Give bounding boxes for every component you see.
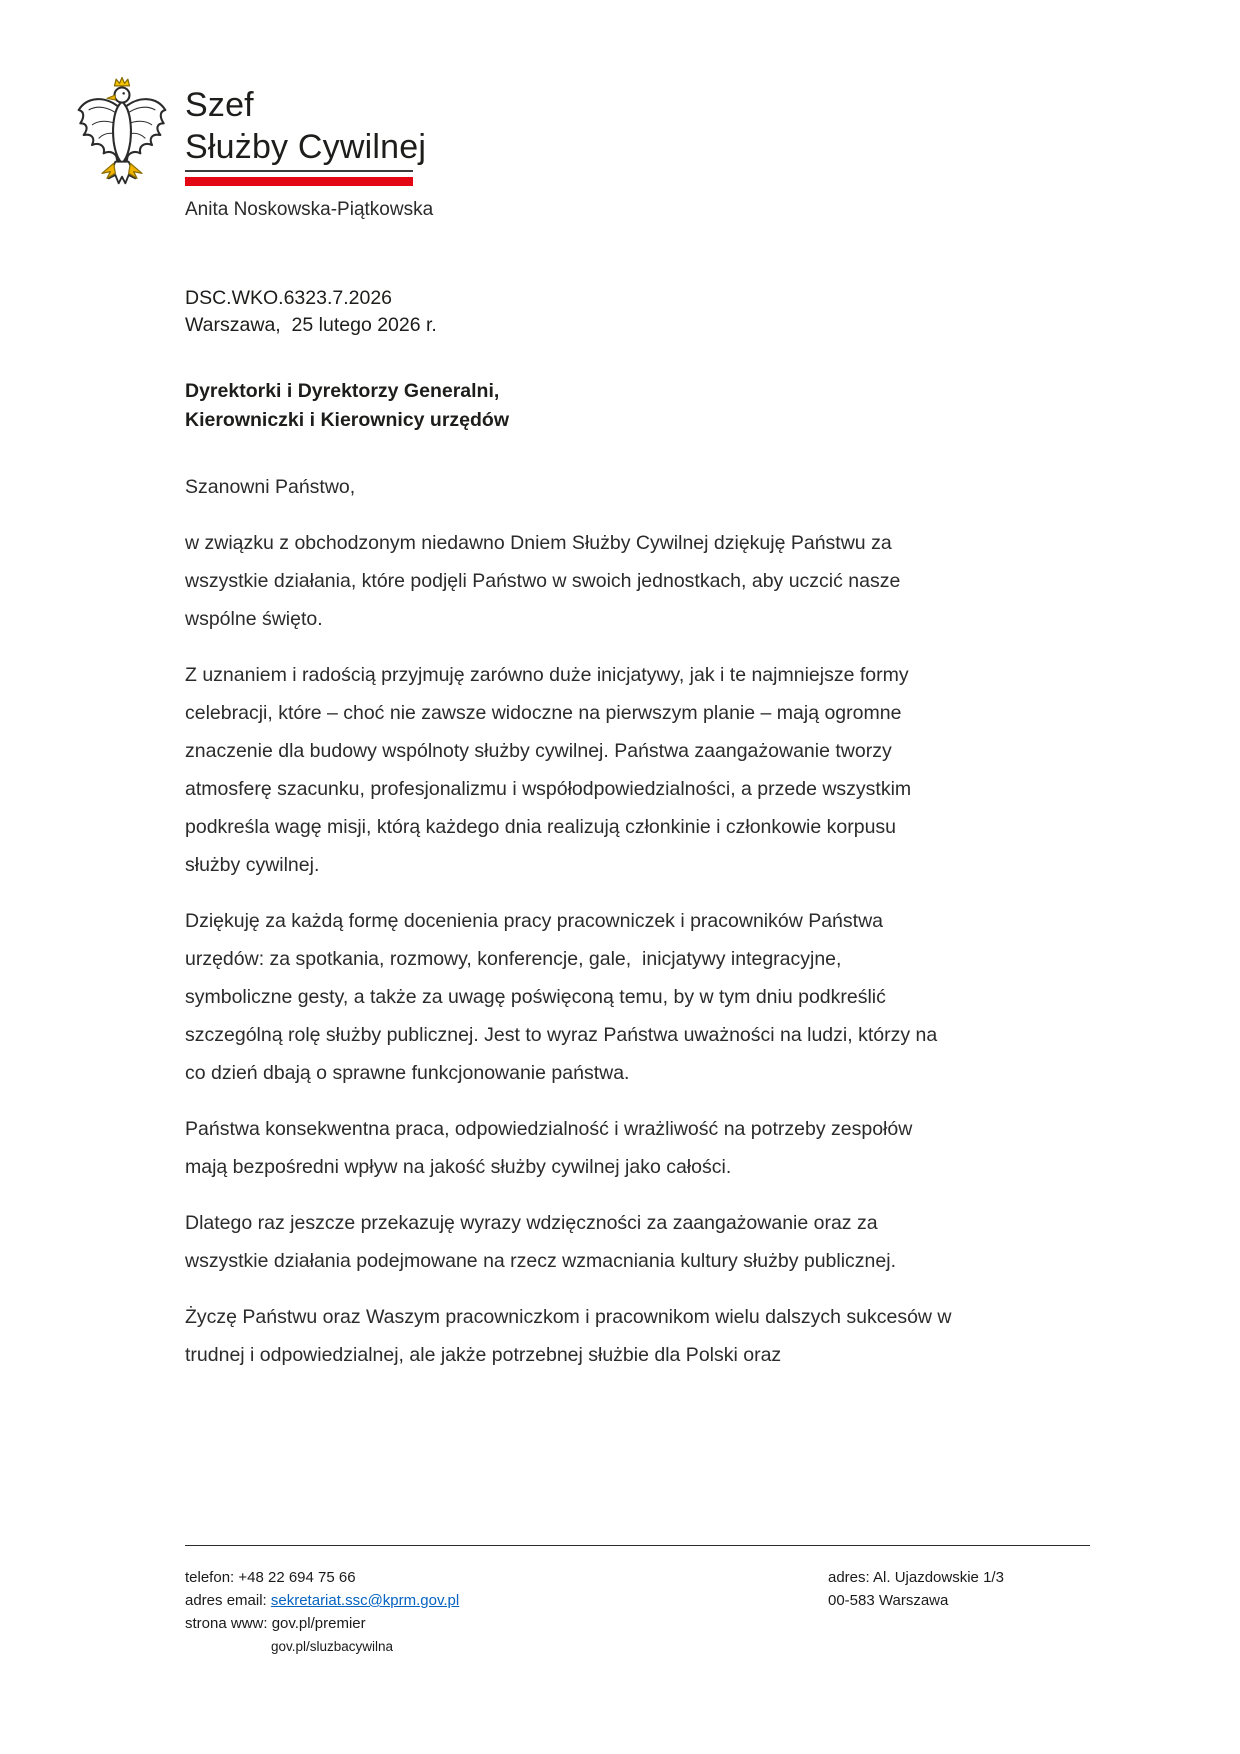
- polish-eagle-emblem: [72, 76, 172, 194]
- letter-body: [185, 468, 957, 1392]
- office-title: [185, 84, 426, 168]
- paragraph-5: Dlatego raz jeszcze przekazuję wyrazy wdzięczności za zaangażowanie oraz za wszystkie działania podejmowane na rzecz wzmacniania kultury służby publicznej.: [185, 1212, 896, 1272]
- paragraph-3: Dziękuję za każdą formę docenienia pracy pracowniczek i pracowników Państwa urzędów: za spotkania, rozmowy, konferencje, gale, inicjatywy integracyjne, symboliczne gesty, a także za uwagę poświęconą temu, by w tym dniu podkreślić szczególną rolę służby publicznej. Jest to wyraz Państwa uważności na ludzi, którzy na co dzień dbają o sprawne funkcjonowanie państwa.: [185, 910, 943, 1084]
- recipients-block: [185, 377, 509, 435]
- polish-flag-bar: [185, 170, 413, 186]
- signatory-name: Anita Noskowska-Piątkowska: [185, 199, 434, 220]
- footer-www: strona www: gov.pl/premier: [185, 1615, 366, 1632]
- paragraph-6: Życzę Państwu oraz Waszym pracowniczkom i pracownikom wielu dalszych sukcesów w trudnej i odpowiedzialnej, ale jakże potrzebnej służbie dla Polski oraz: [185, 1306, 957, 1366]
- footer-address-line1: adres: Al. Ujazdowskie 1/3: [828, 1569, 1004, 1586]
- office-title-line1: Szef: [185, 86, 254, 124]
- paragraph-1: w związku z obchodzonym niedawno Dniem Służby Cywilnej dziękuję Państwu za wszystkie działania, które podjęli Państwo w swoich jednostkach, aby uczcić nasze wspólne święto.: [185, 532, 906, 630]
- footer-www-line2: gov.pl/sluzbacywilna: [271, 1639, 394, 1654]
- salutation: Szanowni Państwo,: [185, 476, 356, 498]
- footer-email-link[interactable]: sekretariat.ssc@kprm.gov.pl: [270, 1592, 460, 1609]
- footer-divider: [185, 1545, 1090, 1546]
- footer-phone: telefon: +48 22 694 75 66: [185, 1569, 356, 1586]
- flag-red-stripe: [185, 177, 413, 186]
- footer-email-label: adres email:: [185, 1592, 271, 1609]
- place-and-date: Warszawa, 25 lutego 2026 r.: [185, 314, 437, 336]
- paragraph-2: Z uznaniem i radością przyjmuję zarówno duże inicjatywy, jak i te najmniejsze formy celebracji, które – choć nie zawsze widoczne na pierwszym planie – mają ogromne znaczenie dla budowy wspólnoty służby cywilnej. Państwa zaangażowanie tworzy atmosferę szacunku, profesjonalizmu i współodpowiedzialności, a przede wszystkim podkreśla wagę misji, którą każdego dnia realizują członkinie i członkowie korpusu służby cywilnej.: [185, 664, 917, 876]
- office-title-line2: Służby Cywilnej: [185, 128, 427, 166]
- recipients-line1: Dyrektorki i Dyrektorzy Generalni,: [185, 380, 500, 402]
- reference-block: [185, 285, 437, 339]
- case-number: DSC.WKO.6323.7.2026: [185, 287, 393, 309]
- paragraph-4: Państwa konsekwentna praca, odpowiedzialność i wrażliwość na potrzeby zespołów mają bezpośredni wpływ na jakość służby cywilnej jako całości.: [185, 1118, 918, 1178]
- footer-address-line2: 00-583 Warszawa: [828, 1592, 949, 1609]
- recipients-line2: Kierowniczki i Kierownicy urzędów: [185, 409, 509, 431]
- footer-address-block: [828, 1566, 1004, 1612]
- footer-contact-block: [185, 1566, 459, 1658]
- flag-white-stripe: [185, 170, 413, 177]
- footer-email-line: [185, 1589, 459, 1612]
